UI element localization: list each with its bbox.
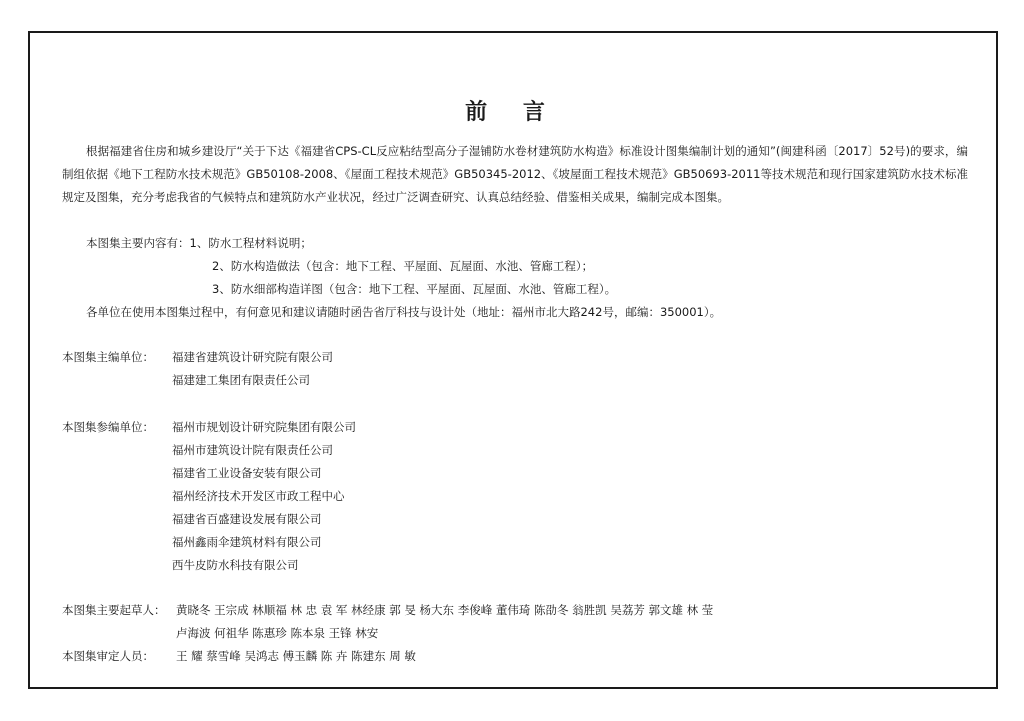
co-editor-unit: 福建省工业设备安装有限公司 xyxy=(172,466,322,480)
co-editor-unit: 西牛皮防水科技有限公司 xyxy=(172,558,299,572)
co-editor-unit: 福州市规划设计研究院集团有限公司 xyxy=(172,420,356,434)
co-editor-unit: 福州市建筑设计院有限责任公司 xyxy=(172,443,333,457)
contents-lead: 本图集主要内容有：1、防水工程材料说明； xyxy=(86,236,312,250)
drafters-names-line-1: 黄晓冬 王宗成 林顺福 林 忠 袁 军 林经康 郭 旻 杨大东 李俊峰 董伟琦 陈劭冬 翁胜凯 吴荔芳 郭文雄 林 莹 xyxy=(176,603,714,617)
drafters-names-line-2: 卢海波 何祖华 陈惠珍 陈本泉 王锋 林安 xyxy=(176,626,379,640)
chief-editor-unit: 福建建工集团有限责任公司 xyxy=(172,373,310,387)
feedback-paragraph: 各单位在使用本图集过程中，有何意见和建议请随时函告省厅科技与设计处（地址：福州市北大路242号，邮编：350001）。 xyxy=(86,305,722,319)
reviewers-label: 本图集审定人员： xyxy=(62,649,154,663)
contents-item-3: 3、防水细部构造详图（包含：地下工程、平屋面、瓦屋面、水池、管廊工程）。 xyxy=(212,282,617,296)
co-editors-label: 本图集参编单位： xyxy=(62,420,154,434)
intro-paragraph: 根据福建省住房和城乡建设厅“关于下达《福建省CPS-CL反应粘结型高分子湿铺防水卷材建筑防水构造》标准设计图集编制计划的通知”(闽建科函〔2017〕52号)的要求，编制组依据《地下工程防水技术规范》GB50108-2008、《屋面工程技术规范》GB50345-2012、《坡屋面工程技术规范》GB50693-2011等技术规范和现行国家建筑防水技术标准规定及图集，充分考虑我省的气候特点和建筑防水产业状况，经过广泛调查研究、认真总结经验、借鉴相关成果，编制完成本图集。 xyxy=(62,144,968,204)
contents-item-2: 2、防水构造做法（包含：地下工程、平屋面、瓦屋面、水池、管廊工程）； xyxy=(212,259,594,273)
chief-editors-label: 本图集主编单位： xyxy=(62,350,154,364)
drafters-label: 本图集主要起草人： xyxy=(62,603,166,617)
chief-editor-unit: 福建省建筑设计研究院有限公司 xyxy=(172,350,333,364)
co-editor-unit: 福州经济技术开发区市政工程中心 xyxy=(172,489,345,503)
co-editor-unit: 福建省百盛建设发展有限公司 xyxy=(172,512,322,526)
reviewers-names: 王 耀 蔡雪峰 吴鸿志 傅玉麟 陈 卉 陈建东 周 敏 xyxy=(176,649,416,663)
page-title: 前 言 xyxy=(465,100,559,125)
co-editor-unit: 福州鑫雨伞建筑材料有限公司 xyxy=(172,535,322,549)
